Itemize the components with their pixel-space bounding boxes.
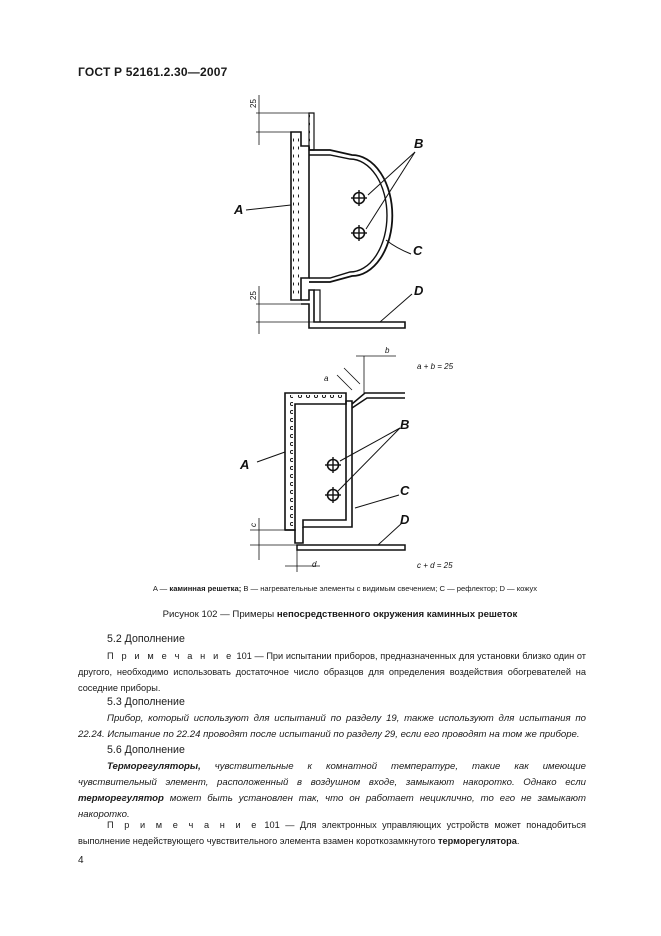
label-a-bottom: A — [240, 457, 250, 472]
dim-a: a — [324, 374, 329, 383]
label-c-top: C — [413, 243, 423, 258]
section-5-6-text: Терморегуляторы, чувствительные к комнатной температуре, такие как имеющие чувствительный элемент, расположенный в воздушном входе, замыкают накоротко. Однако если терморегулятор может быть установлен так, что он работает нециклично, то его не замыкают накоротко. — [78, 761, 586, 820]
label-b-top: B — [414, 136, 424, 151]
document-header: ГОСТ Р 52161.2.30—2007 — [78, 65, 228, 79]
section-5-2-heading: 5.2 Дополнение — [107, 633, 185, 645]
section-5-3-text: Прибор, который используют для испытаний по разделу 19, также используют для испытания по 22.24. Испытание по 22.24 проводят после испытаний по разделу 29, если его проводят на том же приборе. — [78, 713, 586, 740]
label-d-bottom: D — [400, 512, 410, 527]
label-c-bottom: C — [400, 483, 410, 498]
label-a-top: A — [234, 202, 244, 217]
section-5-6-heading: 5.6 Дополнение — [107, 744, 185, 756]
formula-c-d: c + d = 25 — [417, 561, 453, 570]
page-number: 4 — [78, 855, 84, 866]
dim-c: c — [249, 523, 258, 527]
label-b-bottom: B — [400, 417, 410, 432]
section-5-6-note: П р и м е ч а н и е 101 — Для электронных управляющих устройств может понадобиться выполнение недействующего чувствительного элемента взамен короткозамкнутого терморегулятора. — [78, 820, 586, 846]
label-d-top: D — [414, 283, 424, 298]
section-5-3-heading: 5.3 Дополнение — [107, 696, 185, 708]
figure-legend: A — каминная решетка; B — нагревательные элементы с видимым свечением; C — рефлектор; D — кожух — [152, 584, 538, 593]
formula-a-b: a + b = 25 — [417, 362, 454, 371]
dim-bottom-25: 25 — [249, 291, 258, 300]
section-5-2-note: П р и м е ч а н и е 101 — При испытании приборов, предназначенных для установки близко один от другого, необходимо использовать достаточное число образцов для определения воздействия обогревателей на соседние приборы. — [78, 651, 586, 693]
dim-d: d — [312, 560, 317, 569]
dim-b: b — [385, 346, 390, 355]
dim-top-25: 25 — [249, 99, 258, 108]
figure-caption: Рисунок 102 — Примеры непосредственного окружения каминных решеток — [162, 609, 518, 620]
bottom-figure — [250, 356, 405, 572]
top-figure — [246, 95, 415, 334]
